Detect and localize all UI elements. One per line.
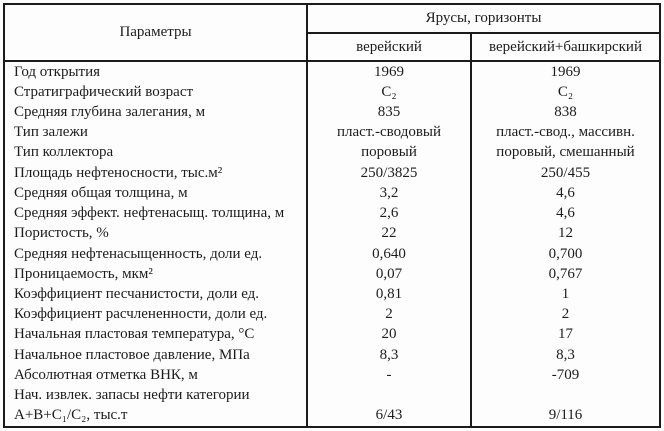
- parameter-label: Средняя общая толщина, м: [14, 184, 188, 201]
- value-vereysky-bashkirsky: пласт.-свод., массивн.: [496, 124, 635, 141]
- column-header-vereysky-bashkirsky: верейский+башкирский: [489, 38, 642, 55]
- table-column-v1: [308, 62, 472, 426]
- parameter-label: Стратиграфический возраст: [14, 83, 194, 100]
- value-vereysky: 2,6: [379, 205, 399, 222]
- parameter-label: Начальная пластовая температура, °С: [14, 326, 255, 343]
- value-vereysky-bashkirsky: 2: [561, 306, 570, 323]
- parameter-label: Год открытия: [14, 63, 101, 80]
- value-vereysky-bashkirsky: 0,767: [548, 265, 583, 282]
- table-column-v2: [472, 62, 659, 426]
- value-vereysky: 1969: [374, 63, 404, 80]
- value-vereysky: [308, 386, 470, 406]
- table-header: [5, 5, 659, 62]
- value-vereysky-bashkirsky: -709: [551, 366, 580, 383]
- value-vereysky: 0,81: [375, 286, 403, 303]
- value-vereysky-bashkirsky: 17: [558, 326, 573, 343]
- parameter-label: Средняя нефтенасыщенность, доли ед.: [14, 245, 263, 262]
- column-subheaders: [308, 34, 659, 60]
- parameter-label: Средняя эффект. нефтенасыщ. толщина, м: [14, 205, 285, 222]
- table-column-param: [5, 62, 308, 426]
- value-vereysky: 22: [381, 225, 397, 242]
- value-vereysky: 0,640: [372, 245, 406, 262]
- parameter-label: А+В+С₁/С₂, тыс.т: [14, 407, 128, 424]
- column-header-vereysky: верейский: [308, 34, 472, 60]
- value-vereysky-bashkirsky: 250/455: [540, 164, 591, 181]
- value-vereysky: 835: [377, 104, 401, 121]
- parameters-table: [3, 3, 661, 428]
- parameter-label: Коэффициент расчлененности, доли ед.: [14, 306, 268, 323]
- value-vereysky-bashkirsky: поровый, смешанный: [496, 144, 635, 161]
- value-vereysky: 3,2: [379, 184, 399, 201]
- value-vereysky-bashkirsky: 12: [558, 225, 573, 242]
- table-body: [5, 62, 659, 426]
- column-header-parameters: Параметры: [5, 5, 308, 60]
- value-vereysky-bashkirsky: 0,700: [548, 245, 583, 262]
- value-vereysky: 20: [381, 326, 397, 343]
- parameter-label: Площадь нефтеносности, тыс.м²: [14, 164, 223, 181]
- parameter-label: Абсолютная отметка ВНК, м: [14, 366, 198, 383]
- value-vereysky: С₂: [381, 83, 397, 100]
- value-vereysky-bashkirsky: 4,6: [556, 205, 575, 222]
- value-vereysky: -: [386, 366, 392, 383]
- parameter-label: Тип коллектора: [14, 144, 114, 161]
- value-vereysky-bashkirsky: 1: [561, 286, 570, 303]
- value-vereysky: 6/43: [375, 407, 403, 424]
- value-vereysky: 2: [385, 306, 393, 323]
- value-vereysky-bashkirsky: 4,6: [556, 184, 575, 201]
- value-vereysky-bashkirsky: 1969: [550, 63, 581, 80]
- value-vereysky: поровый: [361, 144, 417, 161]
- parameter-label: Начальное пластовое давление, МПа: [14, 346, 250, 363]
- parameter-label: Пористость, %: [14, 225, 109, 242]
- value-vereysky-bashkirsky: 838: [554, 104, 577, 121]
- value-vereysky-bashkirsky: С₂: [557, 83, 574, 100]
- parameter-label: Средняя глубина залегания, м: [14, 104, 206, 121]
- value-vereysky: 8,3: [379, 346, 399, 363]
- value-vereysky: пласт.-сводовый: [336, 124, 442, 141]
- value-vereysky: 250/3825: [360, 164, 418, 181]
- column-group-header-stages-horizons: Ярусы, горизонты: [308, 5, 659, 34]
- column-group-wrap: [308, 5, 659, 60]
- parameter-label: Нач. извлек. запасы нефти категории: [14, 387, 250, 404]
- value-vereysky-bashkirsky: [472, 386, 659, 406]
- value-vereysky: 0,07: [375, 265, 403, 282]
- value-vereysky-bashkirsky: 8,3: [556, 346, 575, 363]
- value-vereysky-bashkirsky: 9/116: [548, 407, 583, 424]
- parameter-label: Коэффициент песчанистости, доли ед.: [14, 286, 260, 303]
- parameter-label: Проницаемость, мкм²: [14, 265, 153, 282]
- parameter-label: Тип залежи: [14, 124, 88, 141]
